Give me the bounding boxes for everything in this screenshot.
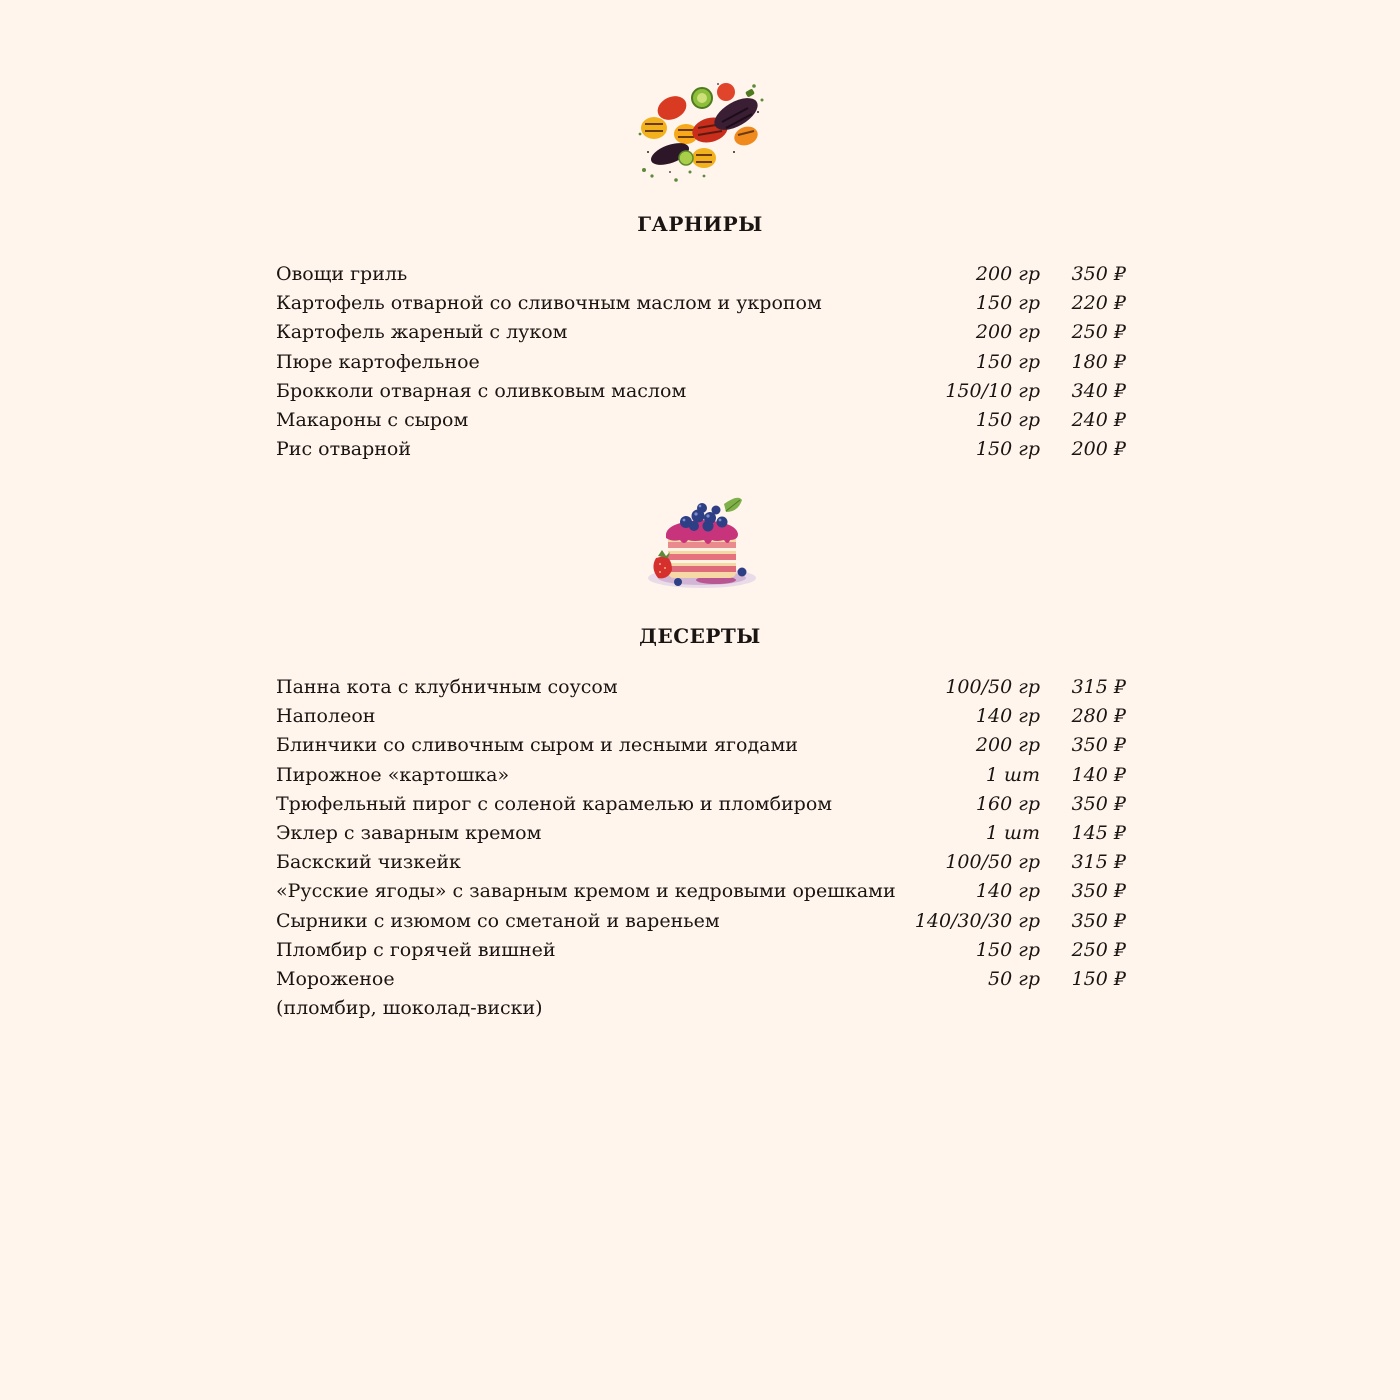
- item-name: Блинчики со сливочным сыром и лесными ягодами: [276, 734, 798, 757]
- menu-list-desserts: [276, 673, 1126, 994]
- item-price: 350 ₽: [1071, 880, 1126, 903]
- item-weight: 100/50 гр: [945, 676, 1040, 698]
- item-weight: 160 гр: [975, 792, 1040, 815]
- item-weight: 200 гр: [975, 321, 1040, 344]
- section-title-desserts: ДЕСЕРТЫ: [639, 624, 761, 648]
- menu-item: [276, 848, 1126, 877]
- item-weight: 1 шт: [985, 763, 1040, 786]
- item-note: (пломбир, шоколад-виски): [276, 997, 543, 1019]
- item-weight: 100/50 гр: [945, 851, 1040, 874]
- item-name: Брокколи отварная с оливковым маслом: [276, 379, 687, 402]
- menu-list-garnish: [276, 260, 1126, 464]
- item-name: Картофель жареный с луком: [276, 321, 568, 344]
- item-price: 145 ₽: [1071, 821, 1126, 844]
- item-price: 250 ₽: [1071, 938, 1126, 961]
- item-name: Макароны с сыром: [276, 408, 469, 431]
- menu-item: [276, 260, 1126, 289]
- menu-item: [276, 377, 1126, 406]
- item-name: Мороженое: [276, 967, 395, 990]
- item-name: Панна кота с клубничным соусом: [276, 676, 618, 698]
- item-name: Картофель отварной со сливочным маслом и укропом: [276, 292, 822, 315]
- item-price: 240 ₽: [1071, 408, 1126, 431]
- item-weight: 200 гр: [975, 734, 1040, 757]
- item-price: 350 ₽: [1071, 734, 1126, 757]
- menu-item: [276, 877, 1126, 906]
- item-name: Пирожное «картошка»: [276, 763, 510, 786]
- item-weight: 140/30/30 гр: [914, 909, 1040, 932]
- item-weight: 150 гр: [975, 438, 1040, 461]
- layered-cake-icon: [638, 494, 762, 594]
- menu-item: [276, 406, 1126, 435]
- item-name: Рис отварной: [276, 438, 412, 461]
- item-name: Пломбир с горячей вишней: [276, 938, 556, 961]
- item-name: Баскский чизкейк: [276, 851, 461, 874]
- item-price: 200 ₽: [1071, 438, 1126, 461]
- menu-item: [276, 318, 1126, 347]
- item-name: Овощи гриль: [276, 263, 408, 285]
- menu-item: [276, 348, 1126, 377]
- item-name: «Русские ягоды» с заварным кремом и кедровыми орешками: [276, 880, 896, 903]
- item-name: Сырники с изюмом со сметаной и вареньем: [276, 909, 720, 932]
- menu-item: [276, 673, 1126, 702]
- menu-item: [276, 965, 1126, 994]
- item-price: 280 ₽: [1071, 705, 1126, 728]
- item-weight: 200 гр: [975, 263, 1040, 285]
- menu-item: [276, 819, 1126, 848]
- item-price: 140 ₽: [1071, 763, 1126, 786]
- menu-item: [276, 907, 1126, 936]
- item-price: 180 ₽: [1071, 350, 1126, 373]
- item-name: Трюфельный пирог с соленой карамелью и пломбиром: [276, 792, 833, 815]
- item-price: 150 ₽: [1071, 967, 1126, 990]
- item-weight: 150 гр: [975, 938, 1040, 961]
- item-weight: 50 гр: [988, 967, 1040, 990]
- item-name: Эклер с заварным кремом: [276, 821, 542, 844]
- item-weight: 150/10 гр: [945, 379, 1040, 402]
- item-price: 340 ₽: [1071, 379, 1126, 402]
- menu-item: [276, 289, 1126, 318]
- item-price: 350 ₽: [1071, 909, 1126, 932]
- item-name: Наполеон: [276, 705, 376, 728]
- menu-item: [276, 790, 1126, 819]
- item-price: 315 ₽: [1071, 851, 1126, 874]
- item-weight: 1 шт: [985, 821, 1040, 844]
- item-weight: 150 гр: [975, 350, 1040, 373]
- menu-item: [276, 761, 1126, 790]
- item-weight: 140 гр: [975, 880, 1040, 903]
- menu-item: [276, 435, 1126, 464]
- menu-item: [276, 936, 1126, 965]
- menu-item: [276, 702, 1126, 731]
- menu-item: [276, 731, 1126, 760]
- item-weight: 150 гр: [975, 408, 1040, 431]
- item-price: 350 ₽: [1071, 792, 1126, 815]
- item-weight: 140 гр: [975, 705, 1040, 728]
- item-price: 250 ₽: [1071, 321, 1126, 344]
- item-price: 220 ₽: [1071, 292, 1126, 315]
- section-title-garnish: ГАРНИРЫ: [637, 212, 763, 236]
- item-price: 315 ₽: [1071, 676, 1126, 698]
- item-weight: 150 гр: [975, 292, 1040, 315]
- item-name: Пюре картофельное: [276, 350, 480, 373]
- grilled-vegetables-icon: [630, 72, 770, 184]
- item-price: 350 ₽: [1071, 263, 1126, 285]
